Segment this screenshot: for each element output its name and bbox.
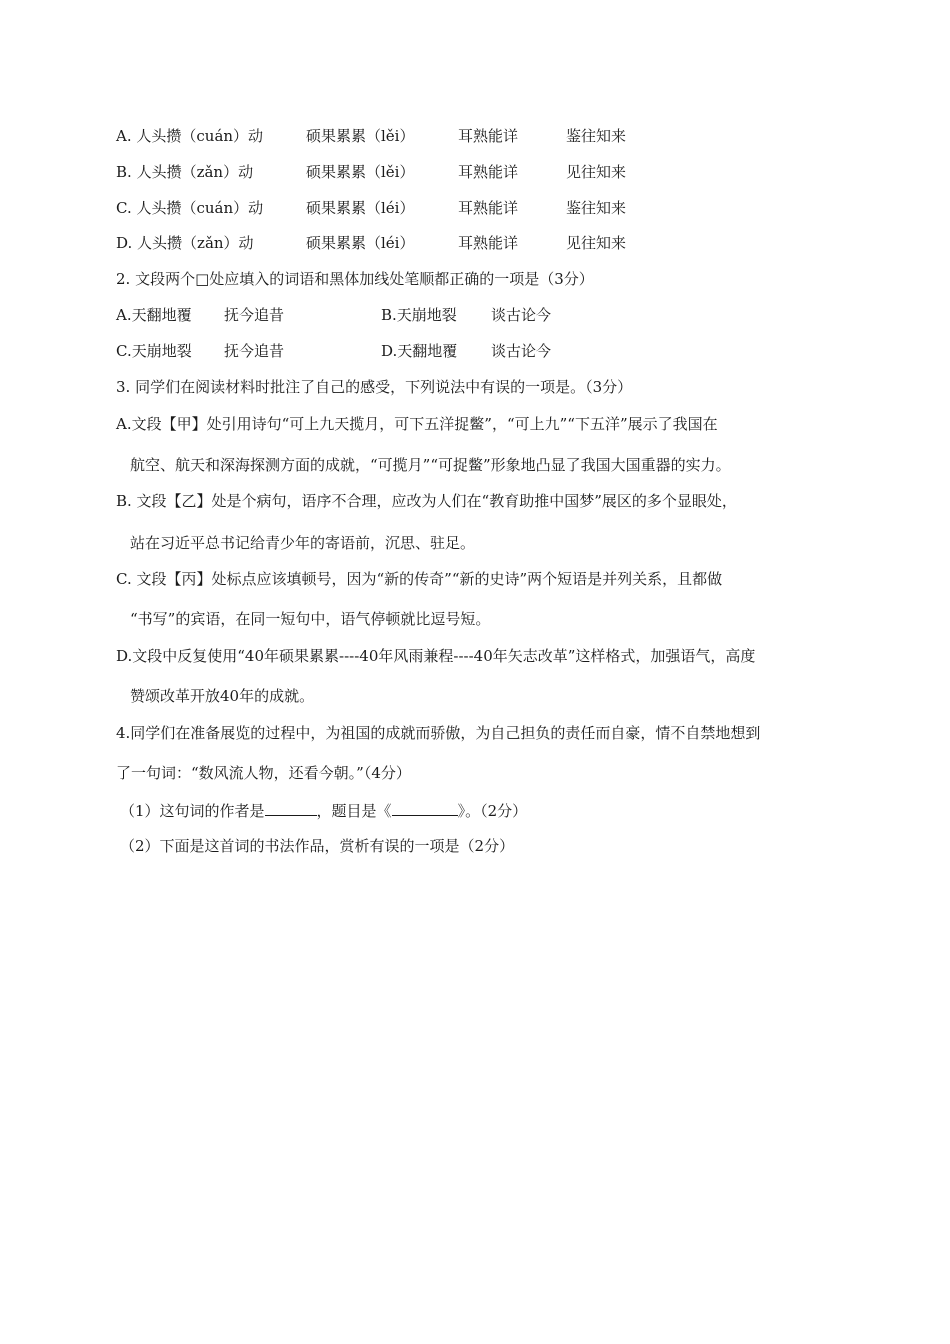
option-label: D. <box>381 342 398 360</box>
q3-option-b-line-1: B. 文段【乙】处是个病句，语序不合理，应改为人们在“教育助推中国梦”展区的多个显眼处， <box>116 492 737 510</box>
option-text: 谈古论今 <box>491 342 552 360</box>
option-label: C. <box>116 342 132 360</box>
q3-option-c-line-2: “书写”的宾语，在同一短句中，语气停顿就比逗号短。 <box>130 610 491 628</box>
option-text: 天崩地裂 <box>131 342 192 360</box>
q4-sub-question-1 <box>120 800 527 821</box>
sub-question-text: 》。（2分） <box>457 802 528 820</box>
option-text: 鉴往知来 <box>566 127 627 145</box>
option-label: B. <box>116 163 132 181</box>
sub-question-text: （1）这句词的作者是 <box>120 802 265 820</box>
q3-option-d-line-2: 赞颂改革开放40年的成就。 <box>130 687 315 705</box>
q3-stem: 3. 同学们在阅读材料时批注了自己的感受，下列说法中有误的一项是。（3分） <box>116 378 633 396</box>
option-text: 耳熟能详 <box>458 127 519 145</box>
option-label: C. <box>116 199 132 217</box>
option-text: 耳熟能详 <box>458 234 519 252</box>
option-label: B. <box>381 306 397 324</box>
option-text: 见往知来 <box>566 234 627 252</box>
option-label: D. <box>116 234 133 252</box>
option-text: 天翻地覆 <box>397 342 458 360</box>
q3-option-a-line-1: A.文段【甲】处引用诗句“可上九天揽月，可下五洋捉鳖”，“可上九”“下五洋”展示了我国在 <box>116 415 718 433</box>
q4-stem-line-2: 了一句词：“数风流人物，还看今朝。”（4分） <box>116 764 411 782</box>
q3-option-c-line-1: C. 文段【丙】处标点应该填顿号，因为“新的传奇”“新的史诗”两个短语是并列关系，且都做 <box>116 570 723 588</box>
option-text: 抚今追昔 <box>224 306 285 324</box>
q3-option-d-line-1: D.文段中反复使用“40年硕果累累----40年风雨兼程----40年矢志改革”这样格式，加强语气，高度 <box>116 647 756 665</box>
q4-stem-line-1: 4.同学们在准备展览的过程中，为祖国的成就而骄傲，为自己担负的责任而自豪，情不自禁地想到 <box>116 724 761 742</box>
option-label: A. <box>116 306 132 324</box>
q4-sub-question-2: （2）下面是这首词的书法作品，赏析有误的一项是（2分） <box>120 837 515 855</box>
q3-option-a-line-2: 航空、航天和深海探测方面的成就，“可揽月”“可捉鳖”形象地凸显了我国大国重器的实力。 <box>130 456 731 474</box>
q3-option-b-line-2: 站在习近平总书记给青少年的寄语前，沉思、驻足。 <box>130 534 476 552</box>
option-text: 人头攒（cuán）动 <box>136 127 264 145</box>
option-text: 硕果累累（léi） <box>306 234 415 252</box>
option-text: 天翻地覆 <box>131 306 192 324</box>
option-text: 人头攒（zǎn）动 <box>136 163 254 181</box>
option-text: 硕果累累（léi） <box>306 199 415 217</box>
option-text: 鉴往知来 <box>566 199 627 217</box>
sub-question-text: ，题目是《 <box>316 802 392 820</box>
option-text: 硕果累累（lěi） <box>306 127 415 145</box>
option-label: A. <box>116 127 132 145</box>
title-blank[interactable] <box>392 800 458 816</box>
q2-stem: 2. 文段两个□处应填入的词语和黑体加线处笔顺都正确的一项是（3分） <box>116 270 594 288</box>
option-text: 人头攒（cuán）动 <box>136 199 264 217</box>
option-text: 抚今追昔 <box>224 342 285 360</box>
option-text: 硕果累累（lěi） <box>306 163 415 181</box>
option-text: 天崩地裂 <box>396 306 457 324</box>
option-text: 谈古论今 <box>491 306 552 324</box>
option-text: 人头攒（zǎn）动 <box>137 234 254 252</box>
author-blank[interactable] <box>265 800 317 816</box>
option-text: 耳熟能详 <box>458 163 519 181</box>
option-text: 耳熟能详 <box>458 199 519 217</box>
option-text: 见往知来 <box>566 163 627 181</box>
